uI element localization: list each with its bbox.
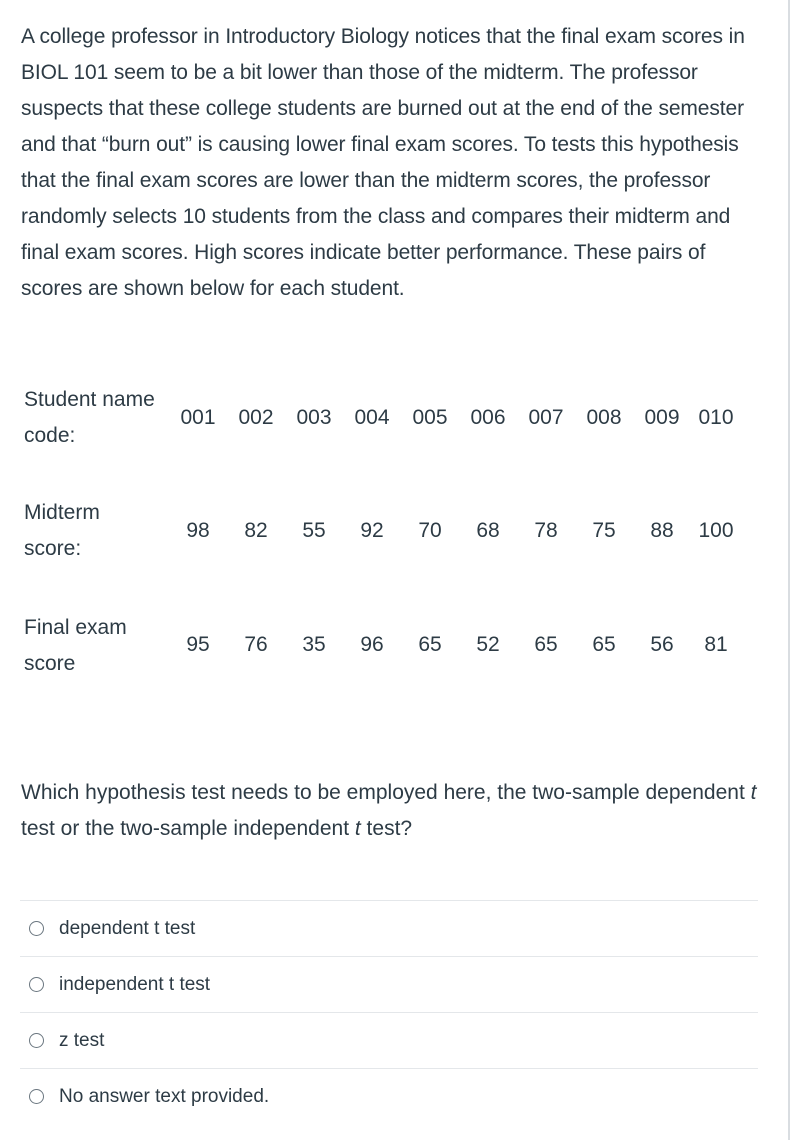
prompt-text: test or the two-sample independent	[21, 817, 355, 840]
table-cell: 009	[644, 406, 680, 429]
table-cell: 96	[360, 633, 384, 656]
table-cell: 65	[534, 633, 558, 656]
table-cell: 98	[186, 519, 210, 542]
table-cell: 005	[412, 406, 448, 429]
table-cell: 006	[470, 406, 506, 429]
answer-label: No answer text provided.	[59, 1085, 270, 1107]
table-cell: 35	[302, 633, 326, 656]
answer-option-dependent-t-test[interactable]	[20, 900, 758, 956]
question-prompt	[21, 775, 766, 847]
table-cell: 56	[650, 633, 674, 656]
table-cell: 100	[698, 519, 734, 542]
row-values-final-exam	[184, 627, 744, 663]
prompt-text: test?	[360, 817, 413, 840]
row-label-line: Midterm	[24, 501, 100, 524]
table-cell: 68	[476, 519, 500, 542]
answer-option-z-test[interactable]	[20, 1012, 758, 1068]
table-cell: 65	[592, 633, 616, 656]
t-symbol: t	[354, 817, 361, 840]
question-intro: A college professor in Introductory Biology notices that the final exam scores in BIOL 101 seem to be a bit lower than those of the midterm. The professor suspects that these college students are burned out at the end of the semester and that “burn out” is causing lower final exam scores. To tests this hypothesis that the final exam scores are lower than the midterm scores, the professor randomly selects 10 students from the class and compares their midterm and final exam scores. High scores indicate better performance. These pairs of scores are shown below for each student.	[21, 25, 745, 300]
table-cell: 010	[698, 406, 734, 429]
answer-option-independent-t-test[interactable]	[20, 956, 758, 1012]
table-cell: 95	[186, 633, 210, 656]
table-cell: 92	[360, 519, 384, 542]
table-cell: 76	[244, 633, 268, 656]
answer-option-no-answer[interactable]	[20, 1068, 758, 1124]
row-label-final-exam	[24, 610, 127, 682]
answer-options	[20, 900, 758, 1124]
table-cell: 75	[592, 519, 616, 542]
prompt-text: Which hypothesis test needs to be employed here, the two-sample dependent	[21, 781, 751, 804]
answer-label: dependent t test	[59, 917, 196, 939]
row-label-line: score:	[24, 537, 82, 560]
table-cell: 88	[650, 519, 674, 542]
table-cell: 55	[302, 519, 326, 542]
row-values-midterm	[184, 513, 744, 549]
table-cell: 70	[418, 519, 442, 542]
row-label-line: score	[24, 652, 76, 675]
radio-button-icon[interactable]	[29, 921, 44, 936]
row-label-midterm	[24, 495, 100, 567]
radio-button-icon[interactable]	[29, 1089, 44, 1104]
answer-label: independent t test	[59, 973, 211, 995]
row-label-line: Student name	[24, 388, 155, 411]
table-cell: 001	[180, 406, 216, 429]
table-cell: 52	[476, 633, 500, 656]
row-values-student-code	[180, 400, 744, 436]
table-cell: 004	[354, 406, 390, 429]
row-label-student-code	[24, 382, 155, 454]
radio-button-icon[interactable]	[29, 977, 44, 992]
t-symbol: t	[750, 781, 757, 804]
table-cell: 81	[704, 633, 728, 656]
table-cell: 82	[244, 519, 268, 542]
table-cell: 002	[238, 406, 274, 429]
answer-label: z test	[59, 1029, 105, 1051]
radio-button-icon[interactable]	[29, 1033, 44, 1048]
row-label-line: Final exam	[24, 616, 127, 639]
table-cell: 003	[296, 406, 332, 429]
table-cell: 007	[528, 406, 564, 429]
table-cell: 008	[586, 406, 622, 429]
table-cell: 65	[418, 633, 442, 656]
row-label-line: code:	[24, 424, 76, 447]
table-cell: 78	[534, 519, 558, 542]
